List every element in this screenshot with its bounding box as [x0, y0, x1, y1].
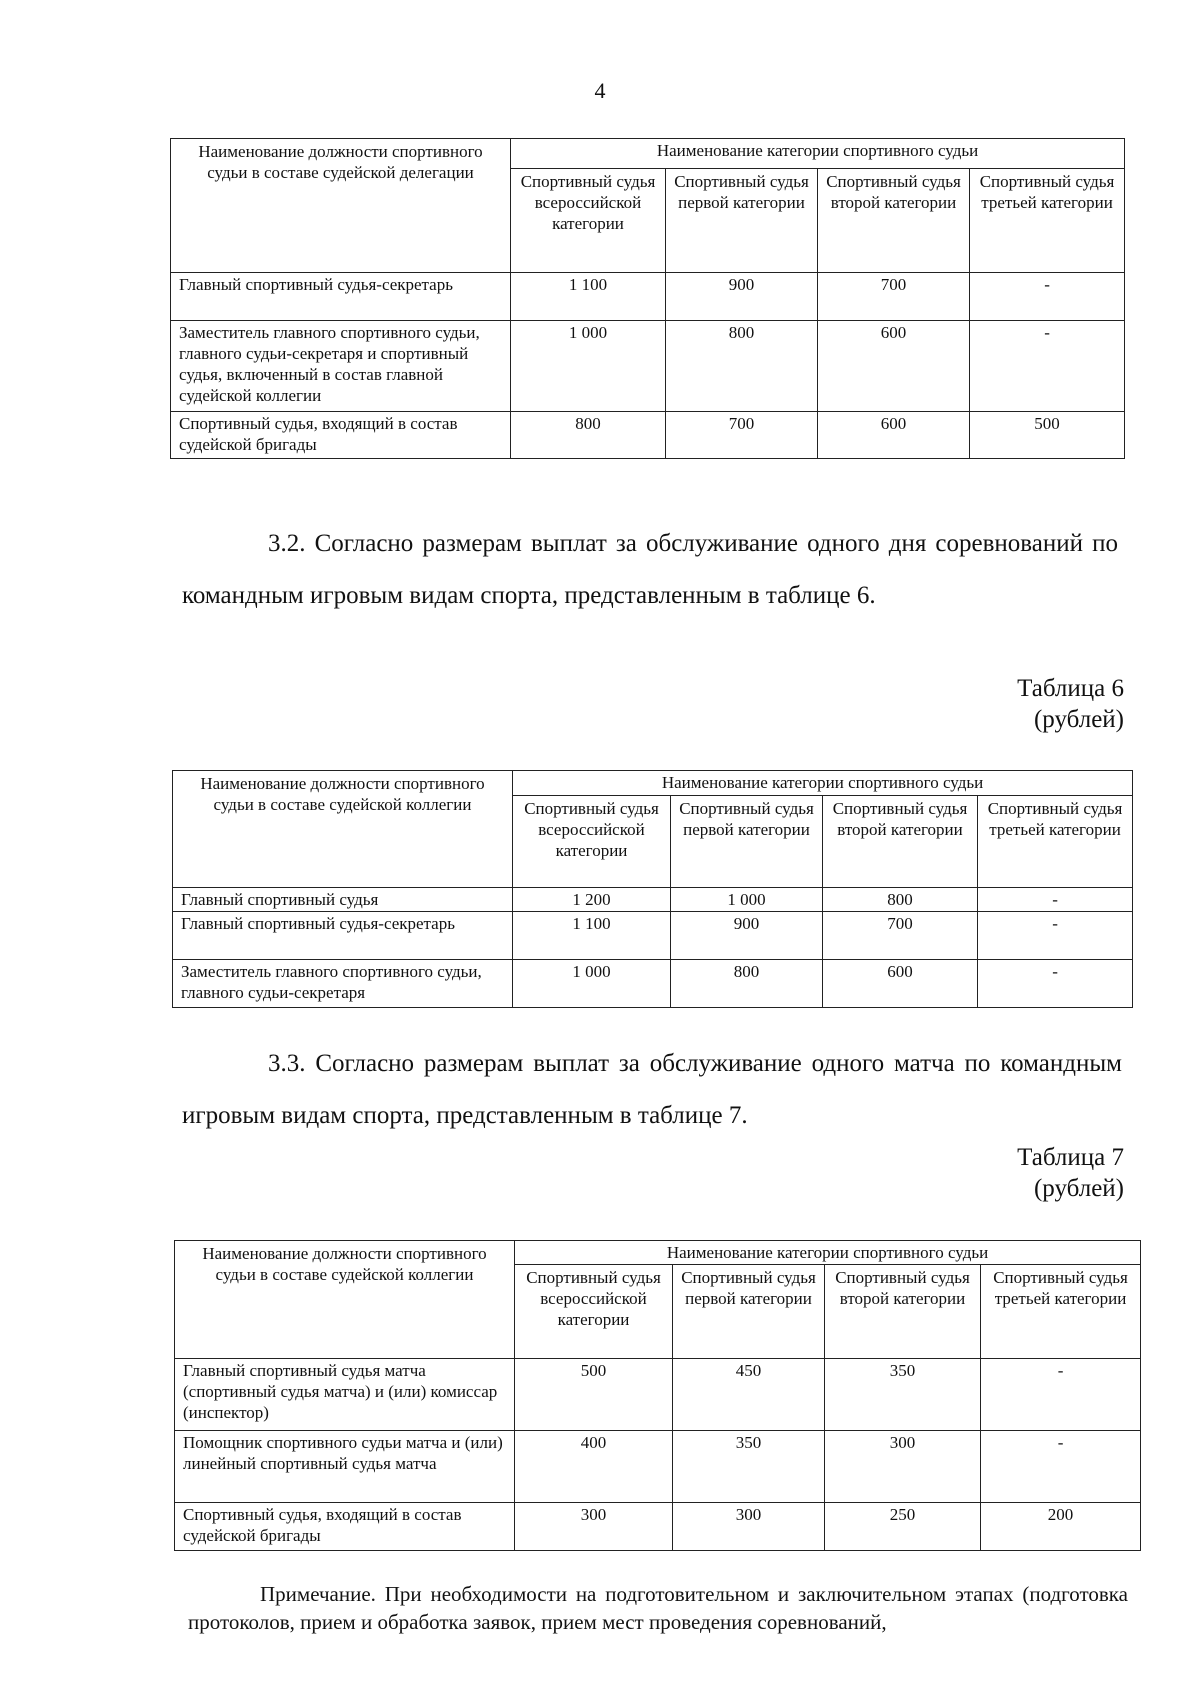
value-cell: - [970, 321, 1125, 412]
table-7-caption [780, 1142, 1124, 1204]
table-row [173, 888, 1133, 912]
row-position: Главный спортивный судья-секретарь [173, 912, 513, 960]
table-7 [174, 1240, 1141, 1551]
table-7-title: Таблица 7 [1017, 1144, 1124, 1171]
header-position: Наименование должности спортивного судьи в составе судейской коллегии [173, 771, 513, 888]
category-second: Спортивный судья второй категории [818, 169, 970, 273]
value-cell: 600 [823, 960, 978, 1008]
value-cell: 250 [825, 1503, 981, 1551]
value-cell: - [981, 1359, 1141, 1431]
table-5 [170, 138, 1125, 459]
category-all-russian: Спортивный судья всероссийской категории [511, 169, 666, 273]
value-cell: 300 [515, 1503, 673, 1551]
value-cell: 450 [673, 1359, 825, 1431]
value-cell: - [978, 960, 1133, 1008]
row-position: Главный спортивный судья [173, 888, 513, 912]
value-cell: 700 [823, 912, 978, 960]
value-cell: 1 000 [511, 321, 666, 412]
value-cell: 350 [825, 1359, 981, 1431]
value-cell: 350 [673, 1431, 825, 1503]
header-category: Наименование категории спортивного судьи [515, 1241, 1141, 1265]
category-second: Спортивный судья второй категории [823, 796, 978, 888]
value-cell: 800 [511, 412, 666, 459]
category-third: Спортивный судья третьей категории [978, 796, 1133, 888]
category-third: Спортивный судья третьей категории [981, 1265, 1141, 1359]
value-cell: 800 [671, 960, 823, 1008]
row-position: Заместитель главного спортивного судьи, главного судьи-секретаря и спортивный судья, включенный в состав главной судейской коллегии [171, 321, 511, 412]
value-cell: - [981, 1431, 1141, 1503]
note-text: Примечание. При необходимости на подготовительном и заключительном этапах (подготовка протоколов, прием и обработка заявок, прием мест проведения соревнований, [188, 1582, 1128, 1634]
value-cell: 600 [818, 412, 970, 459]
value-cell: 400 [515, 1431, 673, 1503]
value-cell: 200 [981, 1503, 1141, 1551]
value-cell: - [978, 888, 1133, 912]
category-first: Спортивный судья первой категории [671, 796, 823, 888]
row-position: Спортивный судья, входящий в состав судейской бригады [171, 412, 511, 459]
row-position: Помощник спортивного судьи матча и (или) линейный спортивный судья матча [175, 1431, 515, 1503]
paragraph-3-2: 3.2. Согласно размерам выплат за обслуживание одного дня соревнований по командным игровым видам спорта, представленным в таблице 6. [182, 530, 1118, 609]
paragraph-3-3: 3.3. Согласно размерам выплат за обслуживание одного матча по командным игровым видам спорта, представленным в таблице 7. [182, 1050, 1122, 1129]
row-position: Заместитель главного спортивного судьи, главного судьи-секретаря [173, 960, 513, 1008]
table-6-title: Таблица 6 [1017, 675, 1124, 702]
table-row [173, 912, 1133, 960]
value-cell: 700 [666, 412, 818, 459]
value-cell: 1 000 [513, 960, 671, 1008]
row-position: Главный спортивный судья матча (спортивный судья матча) и (или) комиссар (инспектор) [175, 1359, 515, 1431]
table-row [171, 321, 1125, 412]
header-position: Наименование должности спортивного судьи в составе судейской делегации [171, 139, 511, 273]
value-cell: 500 [515, 1359, 673, 1431]
value-cell: 300 [825, 1431, 981, 1503]
value-cell: - [978, 912, 1133, 960]
note-paragraph [188, 1580, 1128, 1636]
page-number: 4 [594, 78, 606, 103]
table-6-caption [780, 673, 1124, 735]
value-cell: 1 100 [513, 912, 671, 960]
value-cell: 300 [673, 1503, 825, 1551]
category-first: Спортивный судья первой категории [666, 169, 818, 273]
value-cell: 800 [666, 321, 818, 412]
table-row [171, 412, 1125, 459]
value-cell: 800 [823, 888, 978, 912]
value-cell: 900 [671, 912, 823, 960]
table-row [175, 1503, 1141, 1551]
category-second: Спортивный судья второй категории [825, 1265, 981, 1359]
table-6-unit: (рублей) [1033, 706, 1124, 733]
table-row [173, 960, 1133, 1008]
row-position: Главный спортивный судья-секретарь [171, 273, 511, 321]
table-row [175, 1431, 1141, 1503]
value-cell: 900 [666, 273, 818, 321]
category-all-russian: Спортивный судья всероссийской категории [515, 1265, 673, 1359]
value-cell: 1 000 [671, 888, 823, 912]
table-row [171, 273, 1125, 321]
category-all-russian: Спортивный судья всероссийской категории [513, 796, 671, 888]
value-cell: - [970, 273, 1125, 321]
row-position: Спортивный судья, входящий в состав судейской бригады [175, 1503, 515, 1551]
table-row [175, 1359, 1141, 1431]
value-cell: 500 [970, 412, 1125, 459]
category-third: Спортивный судья третьей категории [970, 169, 1125, 273]
value-cell: 700 [818, 273, 970, 321]
header-category: Наименование категории спортивного судьи [511, 139, 1125, 169]
header-position: Наименование должности спортивного судьи в составе судейской коллегии [175, 1241, 515, 1359]
value-cell: 600 [818, 321, 970, 412]
header-category: Наименование категории спортивного судьи [513, 771, 1133, 796]
value-cell: 1 100 [511, 273, 666, 321]
table-7-unit: (рублей) [1033, 1175, 1124, 1202]
value-cell: 1 200 [513, 888, 671, 912]
category-first: Спортивный судья первой категории [673, 1265, 825, 1359]
table-6 [172, 770, 1133, 1008]
